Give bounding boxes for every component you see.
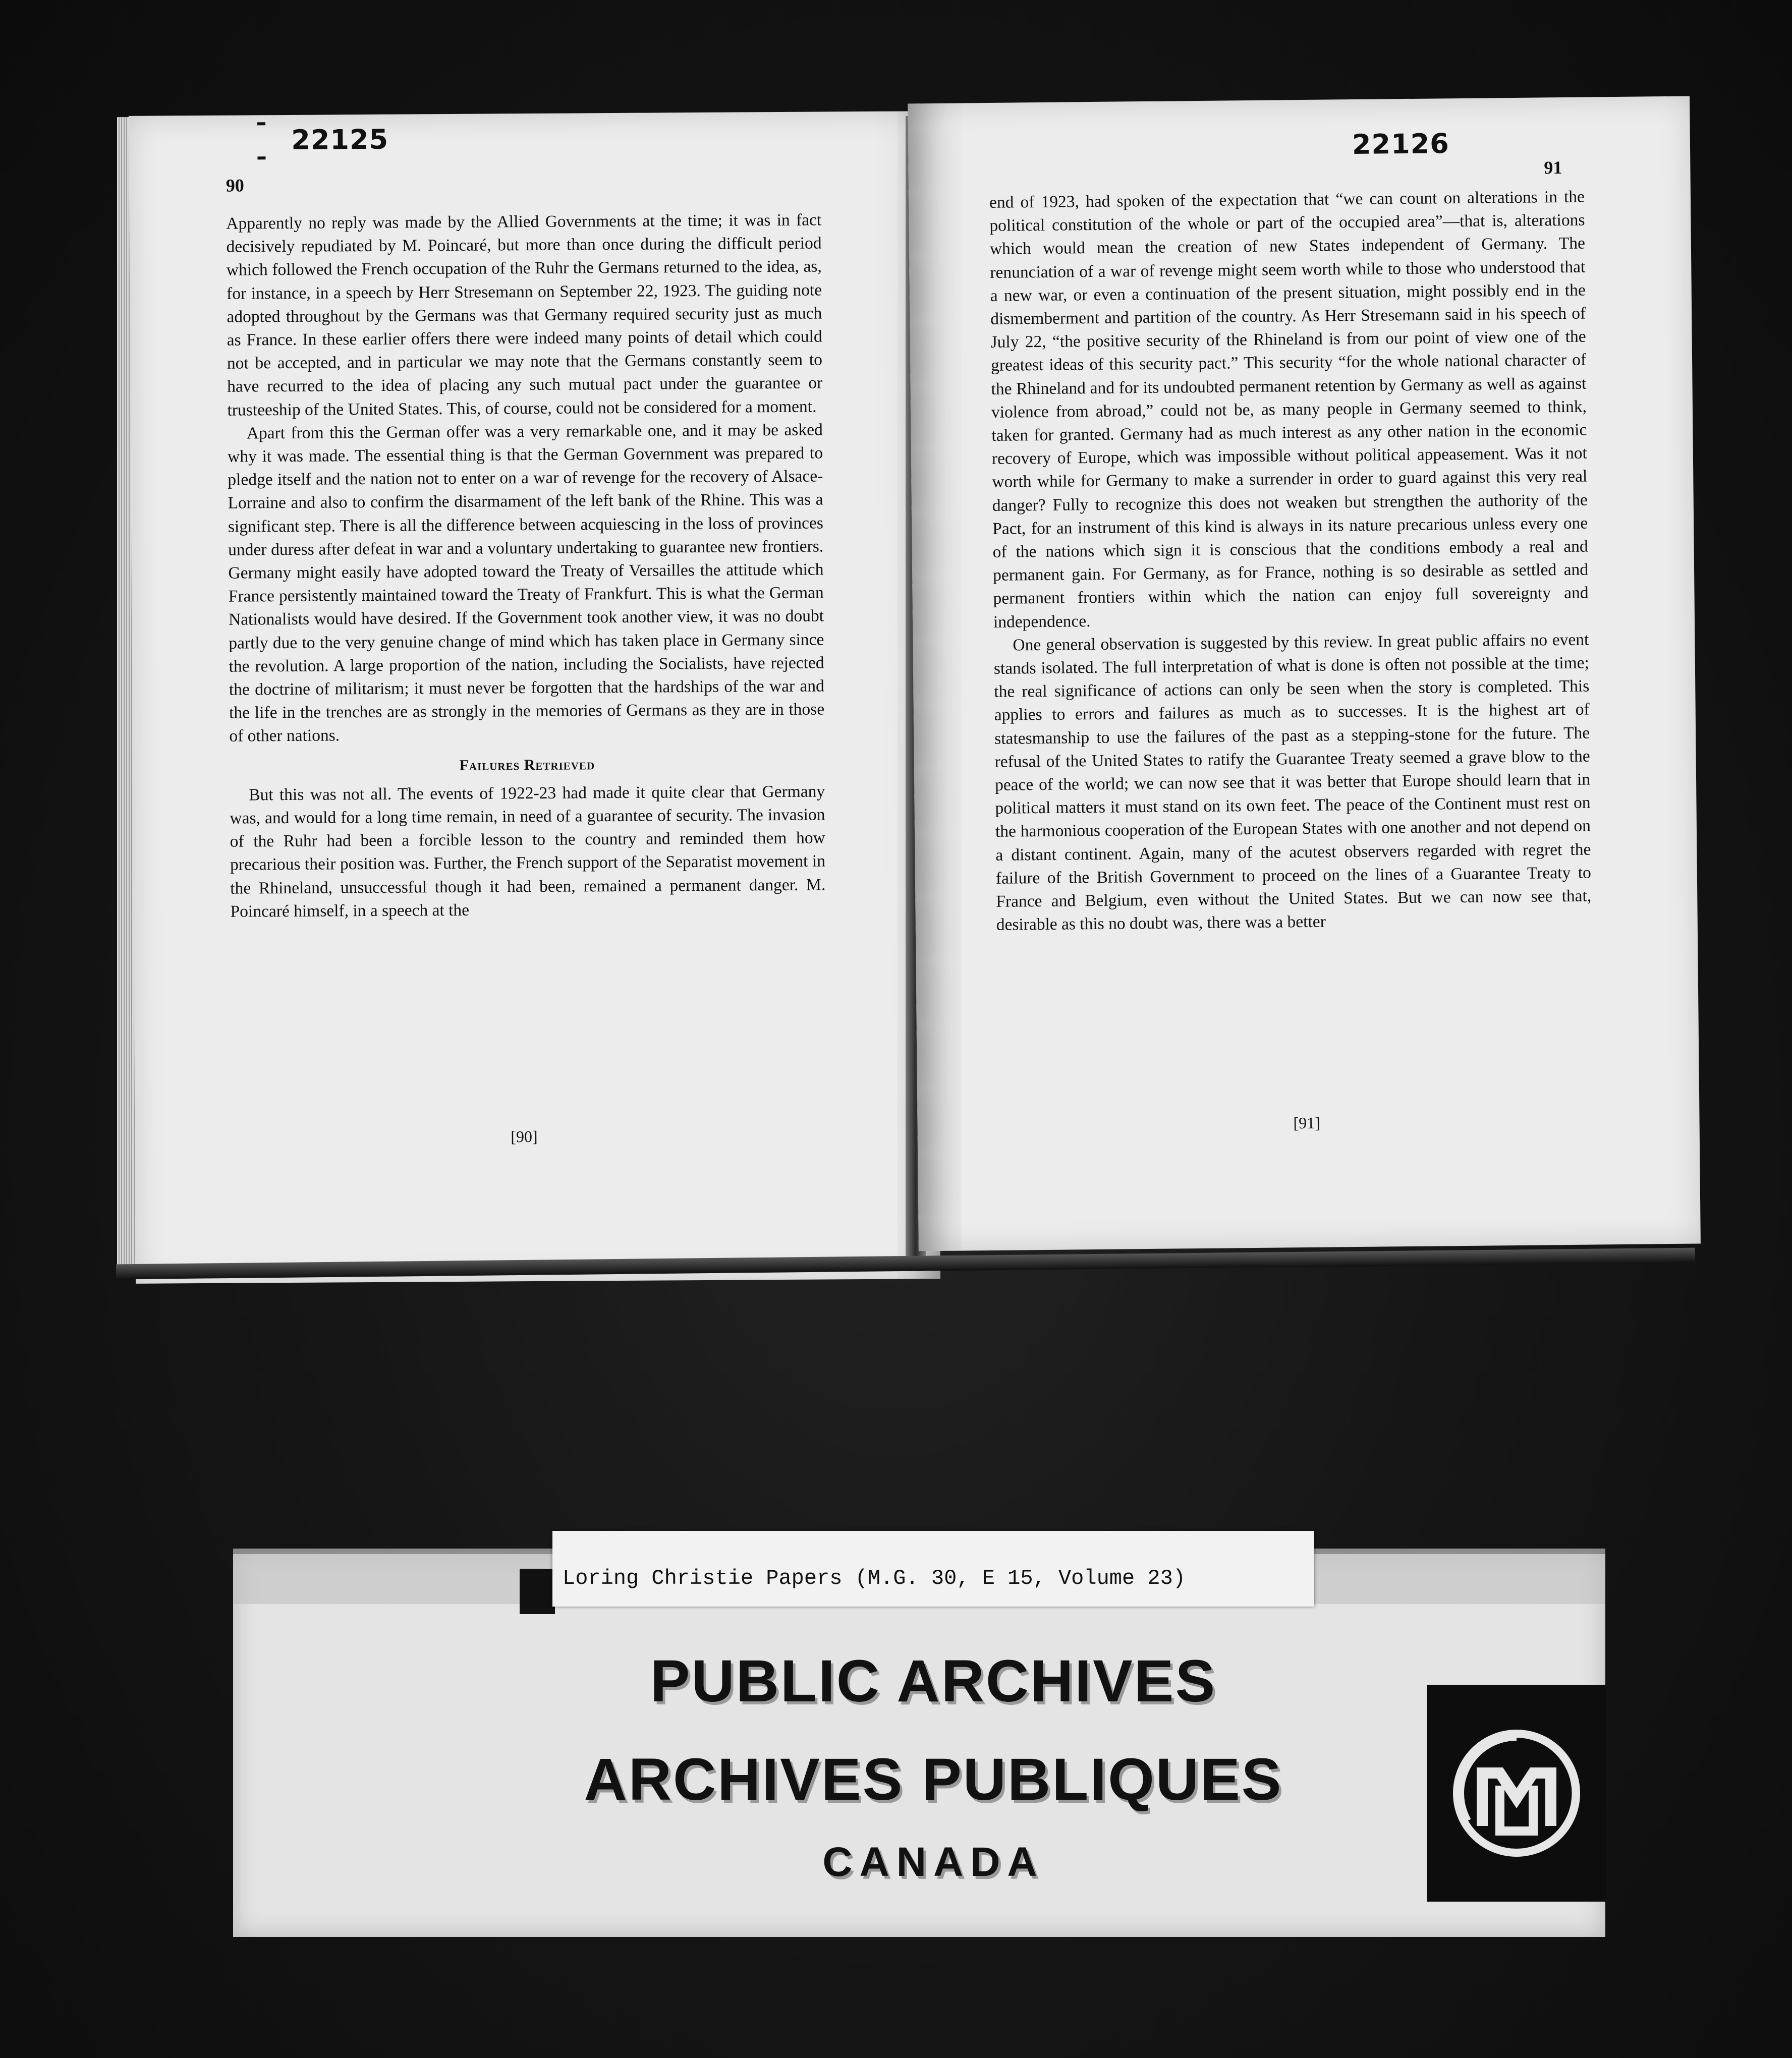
section-heading: Failures Retrieved bbox=[459, 756, 595, 774]
left-folio: 90 bbox=[226, 175, 244, 196]
left-page-text bbox=[226, 209, 826, 924]
archive-title-english: PUBLIC ARCHIVES bbox=[650, 1648, 1217, 1714]
archive-country: CANADA bbox=[822, 1839, 1044, 1885]
paragraph: Apart from this the German offer was a very remarkable one, and it may be asked why it was made. The essential thing is that the German Government was prepared to pledge itself and the nation not to enter on a war of revenge for the recovery of Alsace-Lorraine and also to confirm the disarmament of the left bank of the Rhine. This was a significant step. There is all the difference between acquiescing in the loss of provinces under duress after defeat in war and a voluntary undertaking to guarantee new frontiers. Germany might easily have adopted toward the Treaty of Versailles the attitude which France persistently maintained toward the Treaty of Frankfurt. This is what the German Nationalists would have desired. If the Government took another view, it was no doubt partly due to the very genuine change of mind which has taken place in Germany since the revolution. A large proportion of the nation, including the Socialists, have rejected the doctrine of militarism; it must never be forgotten that the hardships of the war and the life in the trenches are as strongly in the memories of Germans as they are in those of other nations. bbox=[227, 420, 825, 746]
left-stamp-number: 22125 bbox=[291, 123, 389, 156]
left-page-number: [90] bbox=[511, 1127, 538, 1146]
right-page-number: [91] bbox=[1293, 1113, 1321, 1132]
paragraph: One general observation is suggested by this review. In great public affairs no event stands isolated. The full interpretation of what is done is often not possible at the time; the real significance of actions can only be seen when the story is completed. This applies to errors and failures as much as to successes. It is the highest art of statesmanship to use the failures of the past as a stepping-stone for the future. The refusal of the United States to ratify the Guarantee Treaty seemed a grave blow to the peace of the world; we can now see that it was better that Europe should learn that in political matters it must stand on its own feet. The peace of the Continent must rest on the harmonious cooperation of the European States with one another and not depend on a distant continent. Again, many of the acutest observers regarded with regret the failure of the British Government to proceed on the lines of a Guarantee Treaty to France and Belgium, even without the United States. But we can now see that, desirable as this no doubt was, there was a better bbox=[993, 630, 1592, 935]
left-page bbox=[129, 111, 940, 1284]
right-page bbox=[908, 96, 1701, 1251]
archives-canada-logo-icon bbox=[1427, 1685, 1606, 1902]
archive-title-french: ARCHIVES PUBLIQUES bbox=[584, 1746, 1283, 1813]
paragraph: end of 1923, had spoken of the expectation that “we can count on alterations in the political constitution of the whole or part of the occupied area”—that is, alterations which would mean the creation of new States independent of Germany. The renunciation of a war of revenge might seem worth while to those who understood that a new war, or even a continuation of the present situation, might possibly end in the dismemberment and partition of the country. As Herr Stresemann said in his speech of July 22, “the positive security of the Rhineland is from our point of view one of the greatest ideas of this security pact.” This security “for the whole national character of the Rhineland and for its undoubted permanent retention by Germany as well as against violence from abroad,” could not be, as many people in Germany seemed to think, taken for granted. Germany had as much interest as any other nation in the economic recovery of Europe, which was impossible without political appeasement. Was it not worth while for Germany to make a surrender in order to guard against this very real danger? Fully to recognize this does not weaken but strengthen the authority of the Pact, for an instrument of this kind is always in its nature precarious unless every one of the nations which sign it is conscious that the conditions embody a real and permanent gain. For Germany, as for France, nothing is so desirable as settled and permanent frontiers within which the nation can enjoy full sovereignty and independence. bbox=[989, 187, 1589, 632]
right-stamp-number: 22126 bbox=[1352, 128, 1450, 161]
stamp-mark bbox=[257, 122, 265, 159]
reference-tab bbox=[520, 1569, 555, 1614]
right-folio: 91 bbox=[1544, 157, 1562, 178]
paragraph: But this was not all. The events of 1922-23 had made it quite clear that Germany was, and would for a long time remain, in need of a guarantee of security. The invasion of the Ruhr had been a forcible lesson to the country and reminded them how precarious their position was. Further, the French support of the Separatist movement in the Rhineland, unsuccessful though it had been, remained a permanent danger. M. Poincaré himself, in a speech at the bbox=[230, 782, 826, 921]
archive-reference: Loring Christie Papers (M.G. 30, E 15, Volume 23) bbox=[563, 1566, 1186, 1590]
paragraph: Apparently no reply was made by the Allied Governments at the time; it was in fact decisively repudiated by M. Poincaré, but more than once during the difficult period which followed the French occupation of the Ruhr the Germans returned to the idea, as, for instance, in a speech by Herr Stresemann on September 22, 1923. The guiding note adopted throughout by the Germans was that Germany required security just as much as France. In these earlier offers there were indeed many points of detail which could not be accepted, and in particular we may note that the Germans constantly seem to have recurred to the idea of placing any such mutual pact under the guarantee or trusteeship of the United States. This, of course, could not be considered for a moment. bbox=[226, 210, 823, 420]
right-page-text bbox=[989, 186, 1592, 937]
